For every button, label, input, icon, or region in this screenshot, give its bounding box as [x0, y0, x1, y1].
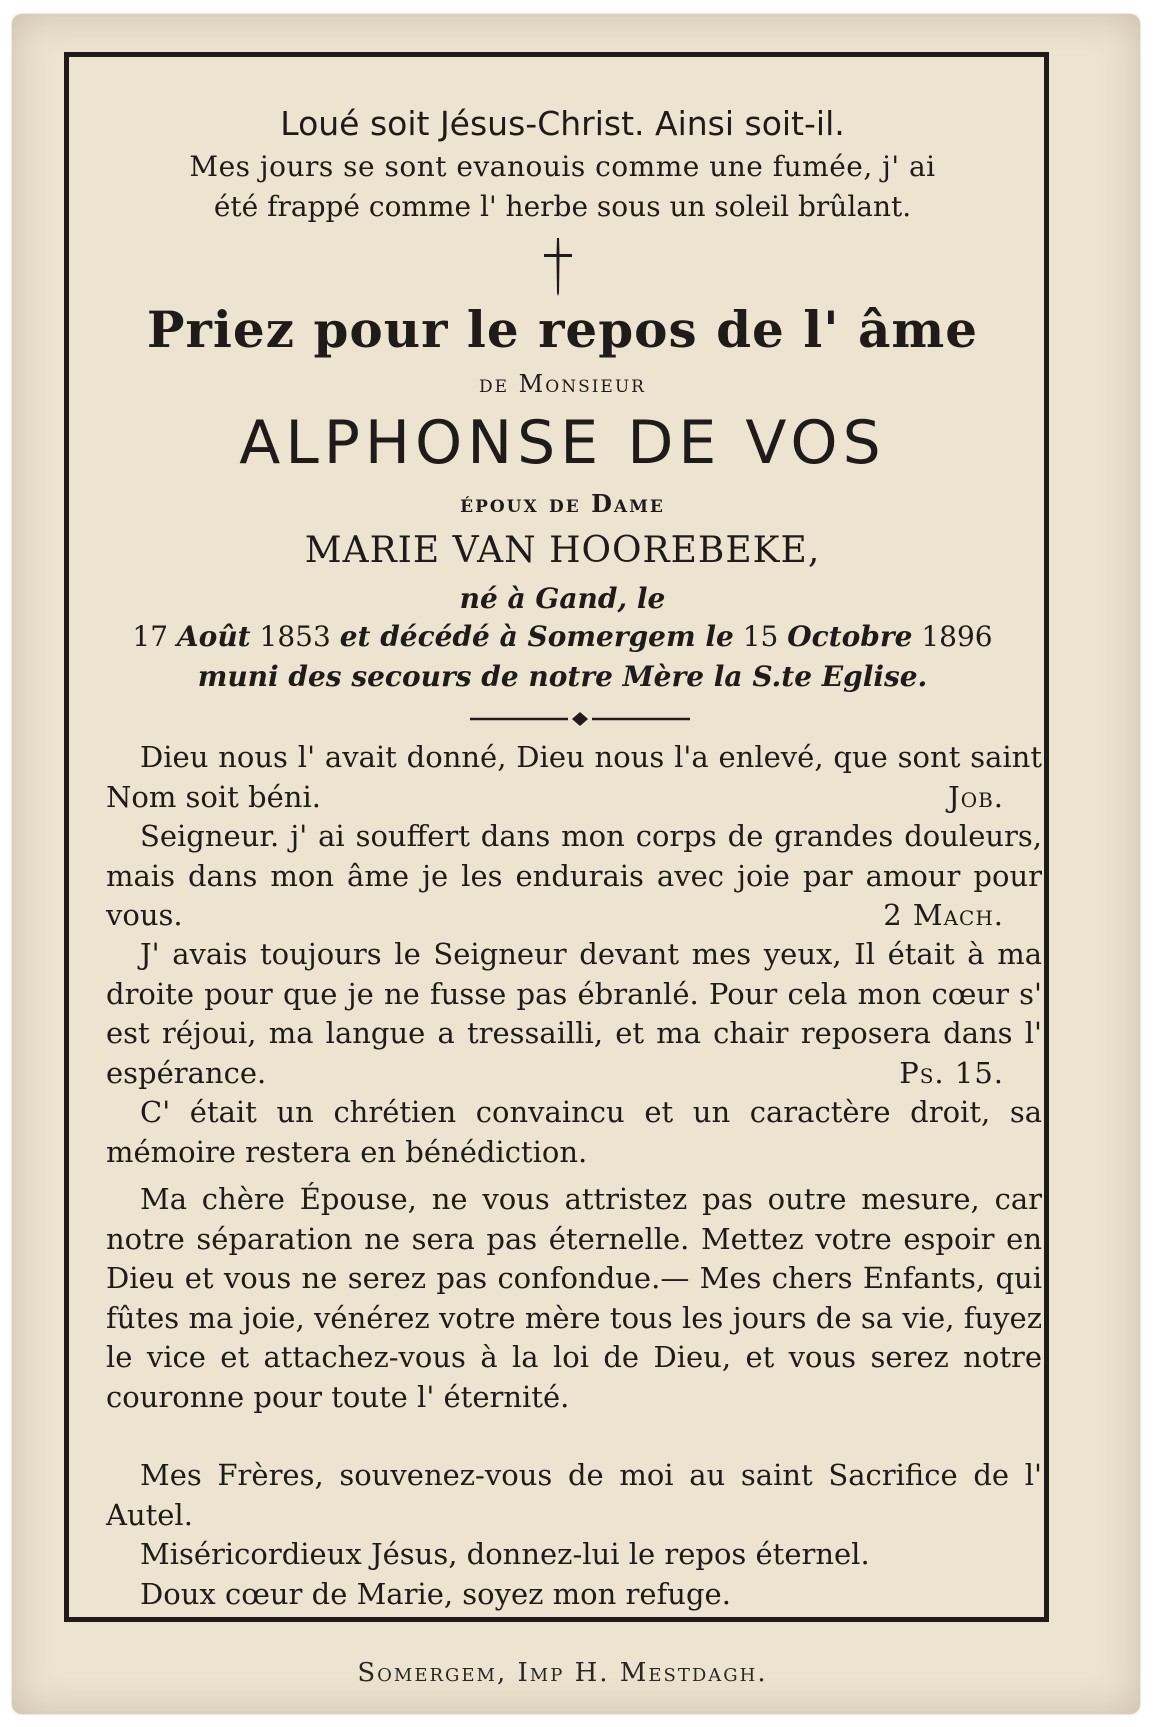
- birth-day: 17: [132, 620, 169, 653]
- printer-imprint: Somergem, Imp H. Mestdagh.: [357, 1658, 768, 1688]
- verse-reference: Ps. 15.: [899, 1055, 1004, 1090]
- birth-place: né à Gand, le: [459, 582, 666, 615]
- deceased-name: ALPHONSE DE VOS: [239, 408, 886, 478]
- verse-marie: [106, 1575, 1042, 1615]
- spouse-name: MARIE VAN HOOREBEKE,: [304, 530, 821, 571]
- diamond-rule-icon: [470, 712, 690, 726]
- verse-maccabees: [106, 817, 1042, 936]
- verse-text: Dieu nous l' avait donné, Dieu nous l'a enlevé, que sont saint Nom soit béni.: [106, 740, 1042, 814]
- life-dates: [70, 620, 1055, 653]
- birth-month: Août: [176, 620, 251, 653]
- verse-text: C' était un chrétien convaincu et un caractère droit, sa mémoire restera en bénédiction.: [106, 1095, 1042, 1169]
- verse-jesus: [106, 1535, 1042, 1575]
- epoux-de-dame: époux de Dame: [460, 489, 665, 518]
- verse-text: Seigneur. j' ai souffert dans mon corps de grandes douleurs, mais dans mon âme je les endurais avec joie par amour pour vous.: [106, 819, 1042, 933]
- verse-brothers: [106, 1456, 1042, 1535]
- death-day: 15: [742, 620, 779, 653]
- verse-text: Doux cœur de Marie, soyez mon refuge.: [140, 1577, 731, 1611]
- prayer-heading: Priez pour le repos de l' âme: [146, 300, 979, 359]
- verse-text: Miséricordieux Jésus, donnez-lui le repos éternel.: [140, 1537, 870, 1571]
- header-invocation: Loué soit Jésus-Christ. Ainsi soit-il.: [280, 104, 845, 143]
- verse-family: [106, 1180, 1042, 1418]
- death-year: 1896: [921, 620, 993, 653]
- verse-psalm: [106, 935, 1042, 1093]
- header-verse-line-2: été frappé comme l' herbe sous un soleil brûlant.: [213, 190, 912, 223]
- verse-text: Ma chère Épouse, ne vous attristez pas outre mesure, car notre séparation ne sera pas éternelle. Mettez votre espoir en Dieu et vous ne serez pas confondue.— Mes chers Enfants, qui fûtes ma joie, vénérez votre mère tous les jours de sa vie, fuyez le vice et attachez-vous à la loi de Dieu, et vous serez notre couronne pour toute l' éternité.: [106, 1182, 1042, 1414]
- verse-reference: Job.: [948, 779, 1004, 814]
- death-month: Octobre: [787, 620, 913, 653]
- latin-cross-icon: [540, 236, 576, 296]
- verse-text: J' avais toujours le Seigneur devant mes yeux, Il était à ma droite pour que je ne fusse pas ébranlé. Pour cela mon cœur s' est réjoui, ma langue a tressailli, et ma chair reposera dans l' espérance.: [106, 937, 1042, 1090]
- verse-character: [106, 1093, 1042, 1172]
- verse-text: Mes Frères, souvenez-vous de moi au saint Sacrifice de l' Autel.: [106, 1458, 1042, 1532]
- verse-reference: 2 Mach.: [883, 898, 1004, 933]
- header-verse-line-1: Mes jours se sont evanouis comme une fumée, j' ai: [189, 150, 936, 183]
- de-monsieur: de Monsieur: [479, 370, 646, 398]
- birth-year: 1853: [259, 620, 331, 653]
- sacraments-line: muni des secours de notre Mère la S.te Eglise.: [197, 660, 928, 693]
- verse-job: [106, 738, 1042, 817]
- death-connector: et décédé à Somergem le: [339, 620, 734, 653]
